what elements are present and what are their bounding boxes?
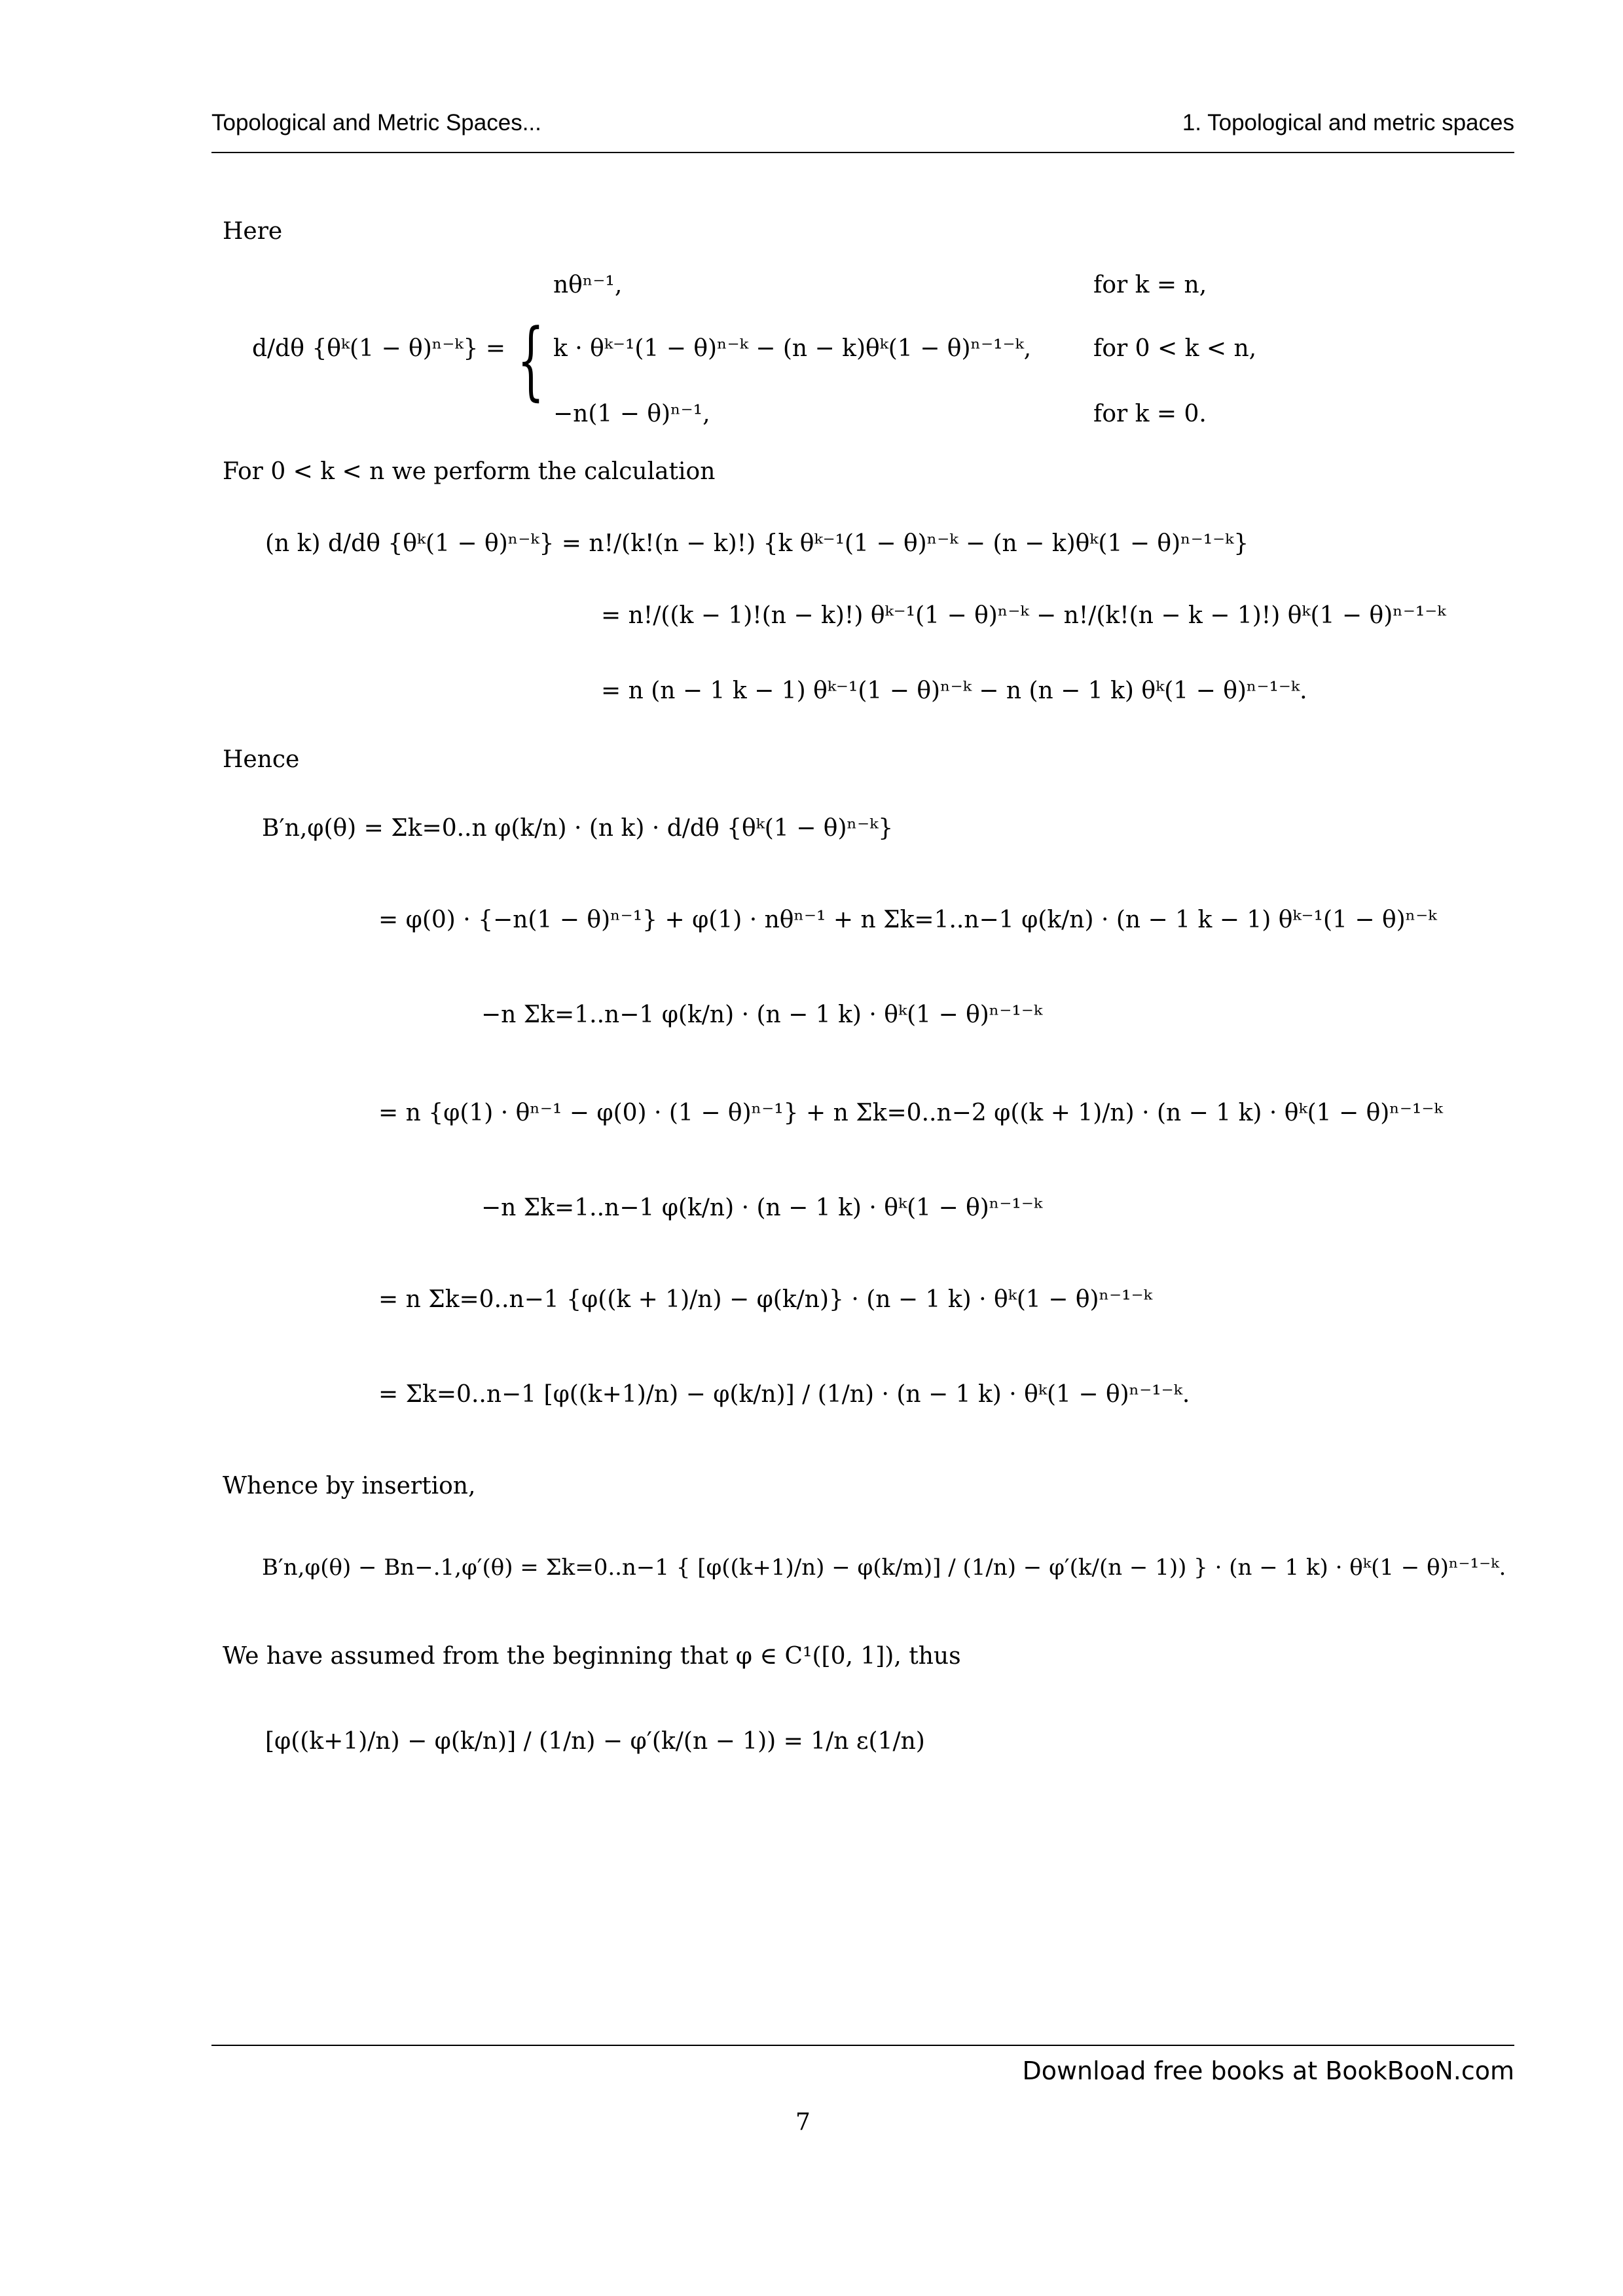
final-equation: [φ((k+1)/n) − φ(k/n)] / (1/n) − φ′(k/(n − 1)) = 1/n ε(1/n) — [265, 1728, 925, 1755]
derivation-line-2: = φ(0) · {−n(1 − θ)ⁿ⁻¹} + φ(1) · nθⁿ⁻¹ + n Σk=1..n−1 φ(k/n) · (n − 1 k − 1) θᵏ⁻¹(1 − θ)ⁿ⁻ᵏ — [378, 906, 1437, 933]
calculation-line-1: (n k) d/dθ {θᵏ(1 − θ)ⁿ⁻ᵏ} = n!/(k!(n − k)!) {k θᵏ⁻¹(1 − θ)ⁿ⁻ᵏ − (n − k)θᵏ(1 − θ)ⁿ⁻¹⁻ᵏ} — [265, 530, 1249, 557]
paragraph-for-calculation: For 0 < k < n we perform the calculation — [223, 458, 716, 485]
derivation-line-7: = Σk=0..n−1 [φ((k+1)/n) − φ(k/n)] / (1/n) · (n − 1 k) · θᵏ(1 − θ)ⁿ⁻¹⁻ᵏ. — [378, 1381, 1190, 1408]
footer-rule — [211, 2045, 1514, 2046]
running-header-left: Topological and Metric Spaces... — [211, 110, 541, 135]
calculation-line-2: = n!/((k − 1)!(n − k)!) θᵏ⁻¹(1 − θ)ⁿ⁻ᵏ − n!/(k!(n − k − 1)!) θᵏ(1 − θ)ⁿ⁻¹⁻ᵏ — [601, 602, 1446, 629]
paragraph-whence: Whence by insertion, — [223, 1473, 476, 1499]
calculation-line-3: = n (n − 1 k − 1) θᵏ⁻¹(1 − θ)ⁿ⁻ᵏ − n (n − 1 k) θᵏ(1 − θ)ⁿ⁻¹⁻ᵏ. — [601, 677, 1307, 704]
cases-brace: { — [517, 310, 545, 410]
case-3-expression: −n(1 − θ)ⁿ⁻¹, — [553, 401, 710, 427]
derivation-line-4: = n {φ(1) · θⁿ⁻¹ − φ(0) · (1 − θ)ⁿ⁻¹} + n Σk=0..n−2 φ((k + 1)/n) · (n − 1 k) · θᵏ(1 − θ)ⁿ⁻¹⁻ᵏ — [378, 1100, 1443, 1126]
insertion-equation: B′n,φ(θ) − Bn−.1,φ′(θ) = Σk=0..n−1 { [φ((k+1)/n) − φ(k/m)] / (1/n) − φ′(k/(n − 1)) } · (n − 1 k) · θᵏ(1 − θ)ⁿ⁻¹⁻ᵏ. — [262, 1554, 1506, 1581]
paragraph-hence: Hence — [223, 746, 300, 773]
case-1-condition: for k = n, — [1093, 272, 1207, 298]
derivation-line-5: −n Σk=1..n−1 φ(k/n) · (n − 1 k) · θᵏ(1 − θ)ⁿ⁻¹⁻ᵏ — [481, 1194, 1042, 1221]
derivative-lhs: d/dθ {θᵏ(1 − θ)ⁿ⁻ᵏ} = — [252, 335, 505, 362]
derivation-line-6: = n Σk=0..n−1 {φ((k + 1)/n) − φ(k/n)} · (n − 1 k) · θᵏ(1 − θ)ⁿ⁻¹⁻ᵏ — [378, 1286, 1152, 1313]
case-2-condition: for 0 < k < n, — [1093, 335, 1257, 362]
paragraph-assumption: We have assumed from the beginning that φ ∈ C¹([0, 1]), thus — [223, 1643, 961, 1670]
header-rule — [211, 152, 1514, 153]
footer-download-link[interactable]: Download free books at BookBooN.com — [1022, 2056, 1514, 2085]
case-2-expression: k · θᵏ⁻¹(1 − θ)ⁿ⁻ᵏ − (n − k)θᵏ(1 − θ)ⁿ⁻¹⁻ᵏ, — [553, 335, 1032, 362]
paragraph-here: Here — [223, 218, 283, 245]
derivation-line-3: −n Σk=1..n−1 φ(k/n) · (n − 1 k) · θᵏ(1 − θ)ⁿ⁻¹⁻ᵏ — [481, 1001, 1042, 1028]
running-header-right: 1. Topological and metric spaces — [1182, 110, 1514, 135]
derivation-line-1: B′n,φ(θ) = Σk=0..n φ(k/n) · (n k) · d/dθ {θᵏ(1 − θ)ⁿ⁻ᵏ} — [262, 815, 894, 842]
case-3-condition: for k = 0. — [1093, 401, 1207, 427]
case-1-expression: nθⁿ⁻¹, — [553, 272, 623, 298]
page-number: 7 — [795, 2109, 811, 2136]
